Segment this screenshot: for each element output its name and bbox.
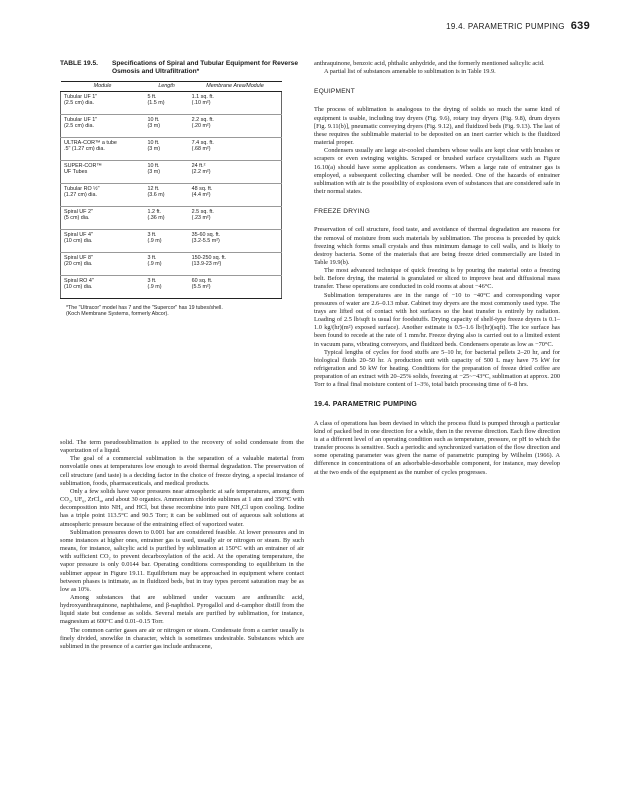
cell-text: 3 ft. [147, 277, 157, 284]
table-row [61, 114, 282, 137]
cell-text: 10 ft. [147, 139, 160, 146]
table-cell-length [144, 206, 188, 229]
cell-text: (.9 m) [147, 284, 162, 290]
table-cell-module [61, 114, 145, 137]
left-column [60, 439, 304, 651]
table-cell-area [189, 183, 282, 206]
cell-text: (.9 m) [147, 261, 162, 267]
paragraph: The most advanced technique of quick freezing is by pouring the material onto a freezing belt. Before drying, the material is granulated or sliced to improve heat and diffusional mass transfer. These operations are conducted in cold rooms at about −46°C. [314, 267, 560, 291]
table-cell-length [144, 91, 188, 114]
cell-text: (20 cm) dia. [64, 261, 93, 267]
table-cell-length [144, 160, 188, 183]
table-footnotes [60, 305, 290, 318]
paragraph: Only a few solids have vapor pressures near atmospheric at safe temperatures, among them CO₂, UF₆, ZrCl₄, and about 30 organics. Ammonium chloride sublimes at 1 atm and 350°C with decomposition into NH₃ and HCl, but these recombine into pure NH₄Cl upon cooling. Iodine has a triple point 113.5°C and 90.5 Torr; it can be sublimed out of aqueous salt solutions at atmospheric pressure because of the entraining effect of vaporized water. [60, 487, 304, 528]
cell-text: (10 cm) dia. [64, 238, 93, 244]
table-cell-area [189, 137, 282, 160]
cell-text: .5" (1.27 cm) dia. [64, 146, 105, 152]
table-cell-area [189, 114, 282, 137]
section-heading-equipment: EQUIPMENT [314, 88, 355, 96]
cell-text: (.68 m²) [191, 146, 211, 152]
table-cell-length [144, 114, 188, 137]
table-cell-area [189, 252, 282, 275]
paragraph: A partial list of substances amenable to sublimation is in Table 19.9. [324, 68, 496, 76]
cell-text: 60 sq. ft. [191, 277, 213, 284]
cell-text: 10 ft. [147, 162, 160, 169]
running-title: 19.4. PARAMETRIC PUMPING [446, 22, 565, 31]
paragraph: The process of sublimation is analogous to the drying of solids so much the same kind of equipment is usable, including tray dryers (Fig. 9.6), rotary tray dryers (Fig. 9.8), drum dryers [Fig. 9.11(b)], pneumatic conveying dryers (Fig. 9.12), and fluidized beds (Fig. 9.13). The last of these requires the sublimable material to be deposited on an inert carrier which is the fluidized material proper. [314, 106, 560, 147]
cell-text: (3.2-5.5 m²) [191, 238, 220, 244]
paragraph: anthraquinone, benzoic acid, phthalic anhydride, and the formerly mentioned salicylic acid. [314, 60, 545, 67]
cell-text: 3 ft. [147, 231, 157, 238]
table-caption [60, 60, 300, 76]
table-cell-module [61, 229, 145, 252]
cell-text: Tubular UF 1" [64, 116, 98, 123]
cell-text: (13.9-23 m²) [191, 261, 222, 267]
cell-text: 1.2 ft. [147, 208, 161, 215]
cell-text: 2.5 sq. ft. [191, 208, 214, 215]
cell-text: Spiral RO 4" [64, 277, 94, 284]
table-row [61, 160, 282, 183]
cell-text: (.36 m) [147, 215, 165, 221]
column-header: Membrane Area/Module [189, 82, 282, 92]
cell-text: 1.1 sq. ft. [191, 93, 214, 100]
table-cell-module [61, 137, 145, 160]
cell-text: (.20 m²) [191, 123, 211, 129]
table-cell-length [144, 252, 188, 275]
cell-text: 2.2 sq. ft. [191, 116, 214, 123]
column-header: Module [61, 82, 145, 92]
cell-text: Spiral UF 2" [64, 208, 93, 215]
paragraph: Preservation of cell structure, food taste, and avoidance of thermal degradation are reasons for the removal of moisture from such materials by sublimation. The process is preceded by quick freezing which forms small crystals and thus minimum damage to cell walls, and is likely to destroy bacteria. Some of the materials that are being freeze dried commercially are listed in Table 19.9(b). [314, 226, 560, 266]
table-cell-length [144, 275, 188, 298]
paragraph: solid. The term pseudosublimation is applied to the recovery of solid condensate from the vaporization of a liquid. [60, 439, 304, 455]
cell-text: 150-250 sq. ft. [191, 254, 227, 261]
cell-text: (2.5 cm) dia. [64, 123, 94, 129]
paragraph: The goal of a commercial sublimation is the separation of a valuable material from nonvolatile ones at temperatures low enough to avoid thermal degradation. The preservation of cell structure (and taste) is a deciding factor in the choice of freeze drying, a special instance of sublimation, foods, pharmaceuticals, and medical products. [60, 455, 304, 487]
paragraph: Sublimation pressures down to 0.001 bar are considered feasible. At lower pressures and in some instances at higher ones, entrainer gas is used, usually air or nitrogen or steam. By such means, for instance, salicylic acid is purified by sublimation at 150°C with an entrainer of air with sufficient CO₂ to prevent decarboxylation of the acid. At the operating temperature, the vapor pressure is only 0.0144 bar. Operating conditions corresponding to equilibrium in the sublimer appear in Figure 19.11. Equilibrium may be approached in equipment where contact between phases is intimate, as in fluidized beds, but in tray types percent saturation may be as low as 10%. [60, 528, 304, 593]
cell-text: (.9 m) [147, 238, 162, 244]
cell-text: Spiral UF 4" [64, 231, 93, 238]
table-cell-module [61, 183, 145, 206]
cell-text: Spiral UF 8" [64, 254, 93, 261]
paragraph: Typical lengths of cycles for food stuffs are 5–10 hr, for bacterial pellets 2–20 hr, and for biological fluids 20–50 hr. A production unit with capacity of 500 L may have 75 kW for refrigeration and 50 kW for heating. Conditions for the preparation of freeze dried coffee are preparation of an extract with 20–25% solids, freezing at −25~−43°C, sublimation at approx. 200 Torr to a final final moisture content of 1–3%, total batch processing time of 6–8 hrs. [314, 348, 560, 389]
table-cell-module [61, 91, 145, 114]
table-row [61, 275, 282, 298]
table-cell-length [144, 183, 188, 206]
cell-text: (5.5 m²) [191, 284, 211, 290]
cell-text: (3 m) [147, 169, 161, 175]
cell-text: (1.5 m) [147, 100, 165, 106]
cell-text: (1.27 cm) dia. [64, 192, 97, 198]
paragraph: Condensers usually are large air-cooled chambers whose walls are kept clear with brushes or scrapers or even swinging weights. Scraped or brushed surface crystallizers such as Figure 16.10(a) should have some application as condensers. When a large rate of entrainer gas is employed, a subsequent collecting chamber will be needed. One of the hazards of entrainer sublimation with air is the possibility of explosions even of substances that are considered safe in their normal states. [314, 147, 560, 196]
table-title: Specifications of Spiral and Tubular Equipment for Reverse Osmosis and Ultrafiltration* [112, 60, 299, 75]
table-cell-area [189, 229, 282, 252]
section-heading-freeze-drying: FREEZE DRYING [314, 208, 370, 216]
cell-text: (3 m) [147, 146, 161, 152]
cell-text: 48 sq. ft. [191, 185, 213, 192]
spec-table [60, 81, 282, 299]
table-row [61, 137, 282, 160]
cell-text: 12 ft. [147, 185, 160, 192]
table-cell-area [189, 91, 282, 114]
table-footnote: (Koch Membrane Systems, formerly Abcor). [66, 311, 169, 318]
table-cell-area [189, 160, 282, 183]
table-header-row [61, 82, 282, 92]
table-row [61, 206, 282, 229]
table-footnote: *The "Ultracor" model has 7 and the "Supercor" has 19 tubes/shell. [66, 304, 223, 311]
paragraph: Among substances that are sublimed under vacuum are anthranilic acid, hydroxyanthraquinone, naphthalene, and β-naphthol. Pyrogallol and d-camphor distill from the liquid state but condense as solids. Several metals are purified by sublimation, for instance, magnesium at 600°C and 0.01–0.15 Torr. [60, 593, 304, 626]
table-cell-module [61, 275, 145, 298]
cell-text: 10 ft. [147, 116, 160, 123]
table-cell-length [144, 229, 188, 252]
paragraph: Sublimation temperatures are in the range of −10 to −40°C and corresponding vapor pressures of water are 2.6–0.13 mbar. Cabinet tray dryers are the most commonly used type. The trays are lifted out of contact with hot surfaces so the heat transfer is entirely by radiation. Loading of 2.5 lb/sqft is usual for foodstuffs. Drying capacity of shelf-type freeze dryers is 0.1–1.0 kg/(hr)(m²) exposed surface). Another estimate is 0.5–1.6 lb/(hr)(sqft). The ice surface has been found to recede at the rate of 1 mm/hr. Freeze drying also is carried out to a limited extent in vacuum pans, vibrating conveyors, and fluidized beds. Condensers operate as low as −70°C. [314, 291, 560, 348]
cell-text: 5 ft. [147, 93, 157, 100]
cell-text: UF Tubes [64, 169, 88, 175]
table-cell-length [144, 137, 188, 160]
cell-text: (2.5 cm) dia. [64, 100, 94, 106]
cell-text: (10 cm) dia. [64, 284, 93, 290]
cell-text: 3 ft. [147, 254, 157, 261]
table-cell-area [189, 275, 282, 298]
cell-text: (4.4 m²) [191, 192, 211, 198]
paragraph: The common carrier gases are air or nitrogen or steam. Condensate from a carrier usually is finely divided, snowlike in character, which is sometimes undesirable. Substances which are sublimed in the presence of a carrier gas include anthracene, [60, 626, 304, 650]
table-cell-module [61, 206, 145, 229]
cell-text: (2.2 m²) [191, 169, 211, 175]
cell-text: (5 cm) dia. [64, 215, 90, 221]
paragraph: A class of operations has been devised in which the process fluid is pumped through a particular kind of packed bed in one direction for a while, then in the reverse direction. Each flow direction is at a different level of an operating condition such as temperature, pressure, or pH to which the transfer process is sensitive. Such a periodic and synchronized variation of the flow direction and some operating parameter was given the name of parametric pumping by Wilhelm (1966). A difference in concentrations of an adsorbable-desorbable component, for instance, may develop at the two ends of the equipment as the number of cycles progresses. [314, 419, 560, 476]
page-number: 639 [570, 20, 590, 32]
cell-text: 24 ft.² [191, 162, 206, 169]
cell-text: ULTRA-COR™ a tube [64, 139, 117, 146]
table-19-5 [60, 60, 300, 318]
table-row [61, 183, 282, 206]
column-header: Length [144, 82, 188, 92]
table-row [61, 252, 282, 275]
running-header [400, 20, 590, 32]
table-row [61, 91, 282, 114]
cell-text: (.10 m²) [191, 100, 211, 106]
cell-text: (3.6 m) [147, 192, 165, 198]
table-label: TABLE 19.5. [60, 60, 98, 67]
cell-text: Tubular UF 1" [64, 93, 98, 100]
cell-text: (3 m) [147, 123, 161, 129]
section-heading-parametric-pumping: 19.4. PARAMETRIC PUMPING [314, 401, 418, 409]
table-row [61, 229, 282, 252]
right-column [314, 60, 560, 477]
cell-text: 35-60 sq. ft. [191, 231, 221, 238]
cell-text: Tubular RO ½" [64, 185, 100, 192]
cell-text: 7.4 sq. ft. [191, 139, 214, 146]
table-cell-module [61, 160, 145, 183]
cell-text: (.23 m²) [191, 215, 211, 221]
table-cell-module [61, 252, 145, 275]
cell-text: SUPER-COR™ [64, 162, 102, 169]
table-cell-area [189, 206, 282, 229]
